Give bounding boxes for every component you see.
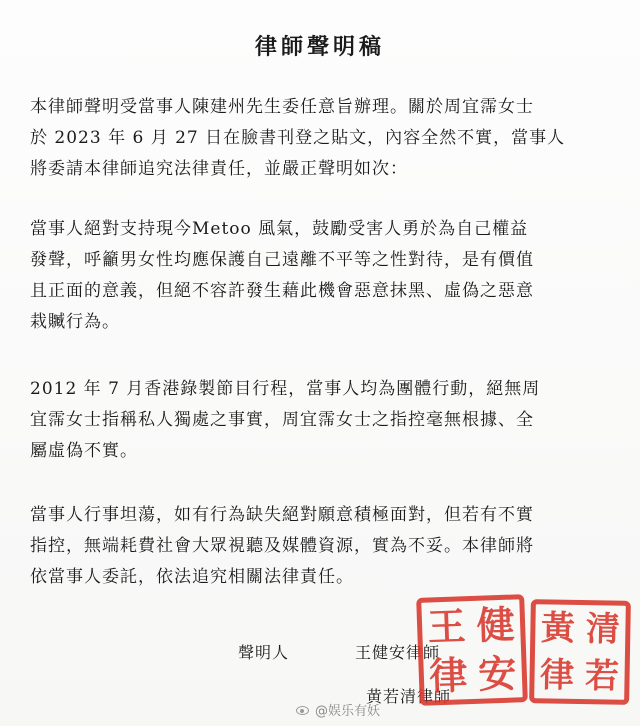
paragraph-line: 本律師聲明受當事人陳建州先生委任意旨辦理。關於周宜霈女士 (30, 97, 534, 117)
document-title: 律師聲明稿 (254, 34, 385, 60)
seal-character: 律 (428, 651, 469, 698)
paragraph-line: 指控，無端耗費社會大眾視聽及媒體資源，實為不妥。本律師將 (30, 536, 534, 556)
paragraph-line: 2012 年 7 月香港錄製節目行程，當事人均為團體行動，絕無周 (30, 379, 541, 399)
paragraph-1 (30, 92, 615, 185)
watermark-text: @娱乐有妖 (315, 704, 381, 719)
watermark (296, 700, 380, 719)
paragraph-line: 栽贓行為。 (30, 312, 120, 332)
paragraph-line: 發聲，呼籲男女性均應保護自己遠離不平等之性對待，是有價值 (30, 250, 534, 270)
seal-stamp-left (416, 594, 528, 706)
paragraph-line: 當事人行事坦蕩，如有行為缺失絕對願意積極面對，但若有不實 (30, 505, 534, 525)
paragraph-line: 宜霈女士指稱私人獨處之事實，周宜霈女士之指控毫無根據、全 (30, 410, 534, 430)
signature-name-2: 黄若清律師 (366, 687, 452, 706)
signature-label: 聲明人 (238, 643, 290, 662)
paragraph-line: 將委請本律師追究法律責任，並嚴正聲明如次： (30, 159, 408, 179)
paragraph-3 (30, 374, 615, 467)
signature-name-1: 王健安律師 (355, 643, 441, 662)
seal-character: 健 (475, 601, 516, 648)
seal-character: 若 (584, 655, 620, 697)
paragraph-line: 於 2023 年 6 月 27 日在臉書刊登之貼文，內容全然不實，當事人 (30, 128, 566, 148)
seal-character: 律 (539, 654, 575, 696)
paragraph-line: 且正面的意義，但絕不容許發生藉此機會惡意抹黑、虛偽之惡意 (30, 281, 534, 301)
seal-character: 清 (585, 608, 621, 650)
paragraph-2 (30, 214, 615, 338)
seal-stamp-right (529, 599, 631, 705)
paragraph-4 (30, 500, 615, 593)
paragraph-line: 當事人絕對支持現今Metoo 風氣，鼓勵受害人勇於為自己權益 (30, 219, 529, 239)
seal-character: 安 (477, 649, 518, 697)
paragraph-line: 屬虛偽不實。 (30, 441, 138, 461)
seal-character: 王 (426, 602, 467, 650)
paragraph-line: 依當事人委託，依法追究相關法律責任。 (30, 567, 354, 587)
seal-character: 黃 (540, 607, 576, 649)
weibo-icon (296, 704, 311, 716)
